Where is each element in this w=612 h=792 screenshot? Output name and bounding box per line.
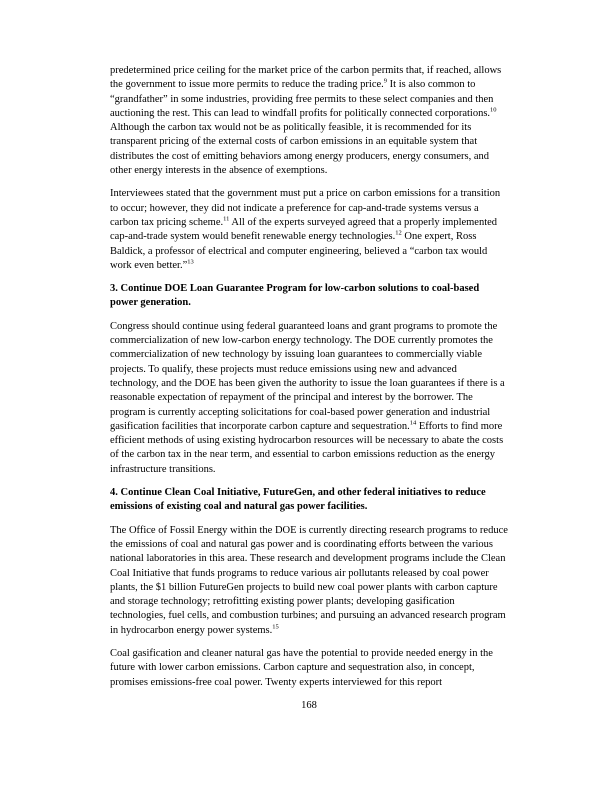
paragraph	[110, 524, 508, 638]
footnote-ref: 15	[272, 623, 279, 631]
text-column	[110, 64, 508, 713]
paragraph	[110, 64, 508, 178]
footnote-ref: 11	[223, 215, 230, 223]
text-run: predetermined price ceiling for the market price of the carbon permits that, if reached, allows the government to issue more permits to reduce the trading price.	[110, 65, 502, 91]
section-heading: 4. Continue Clean Coal Initiative, FutureGen, and other federal initiatives to reduce emissions of existing coal and natural gas power facilities.	[110, 487, 486, 513]
text-run: All of the experts surveyed agreed that a properly implemented cap-and-trade system would benefit renewable energy technologies.	[110, 216, 498, 243]
text-run: It is also common to “grandfather” in some industries, providing free permits to these select companies and then auctioning the rest. This can lead to windfall profits for politically connected corporations.	[110, 79, 494, 119]
paragraph	[110, 320, 508, 477]
text-run: Coal gasification and cleaner natural gas have the potential to provide needed energy in the future with lower carbon emissions. Carbon capture and sequestration also, in concept, promises emissions-free coal power. Twenty experts interviewed for this report	[110, 647, 493, 688]
footnote-ref: 13	[187, 258, 194, 266]
text-run: The Office of Fossil Energy within the DOE is currently directing research programs to reduce the emissions of coal and natural gas power and is coordinating efforts between the various national laboratories in this area. These research and development programs include the Clean Coal Initiative that funds programs to reduce various air pollutants released by coal power plants, the $1 billion FutureGen projects to build new coal power plants with carbon capture and storage technology; retrofitting existing power plants; developing gasification technologies, fuel cells, and combustion turbines; and pursuing an advanced research program in hydrocarbon energy power systems.	[110, 524, 508, 636]
footnote-ref: 10	[490, 106, 497, 114]
text-run: Efforts to find more efficient methods of using existing hydrocarbon resources will be necessary to abate the costs of the carbon tax in the near term, and essential to carbon emissions reduction as the energy infrastructure transitions.	[110, 420, 504, 475]
text-run: Although the carbon tax would not be as politically feasible, it is recommended for its transparent pricing of the external costs of carbon emissions in an equitable system that distributes the cost of emitting behaviors among energy producers, energy consumers, and other energy interests in the absence of exemptions.	[110, 122, 489, 177]
footnote-ref: 12	[395, 229, 402, 237]
page-number: 168	[301, 699, 317, 711]
text-run: One expert, Ross Baldick, a professor of electrical and computer engineering, believed a “carbon tax would work even better.”	[110, 231, 488, 271]
footnote-ref: 14	[409, 419, 417, 427]
text-run: Interviewees stated that the government must put a price on carbon emissions for a transition to occur; however, they did not indicate a preference for cap-and-trade systems versus a carbon tax pricing scheme.	[110, 188, 501, 228]
paragraph	[110, 187, 508, 273]
paragraph	[110, 647, 508, 690]
text-run: Congress should continue using federal guaranteed loans and grant programs to promote the commercialization of new low-carbon energy technology. The DOE currently promotes the commercialization of new technology by issuing loan guarantees to commercially viable projects. To qualify, these projects must reduce emissions using new and advanced technology, and the DOE has been given the authority to issue the loan guarantees if there is a reasonable expectation of repayment of the principal and interest by the borrower. The program is currently accepting solicitations for coal-based power generation and industrial gasification facilities that incorporate carbon capture and sequestration.	[110, 320, 505, 432]
section-heading: 3. Continue DOE Loan Guarantee Program for low-carbon solutions to coal-based power generation.	[110, 283, 480, 309]
footnote-ref: 9	[383, 77, 388, 85]
